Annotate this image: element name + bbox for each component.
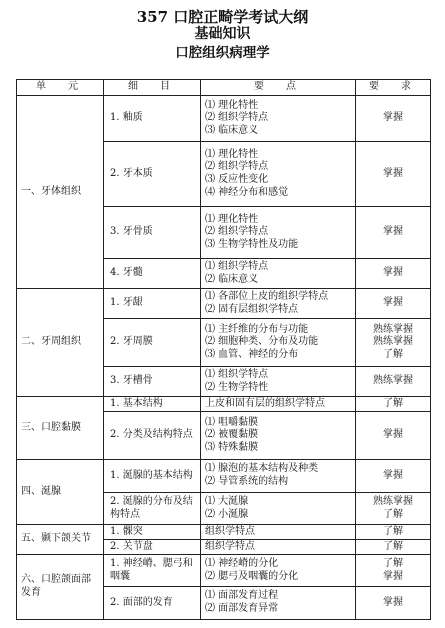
exam-title: 357 口腔正畸学考试大纲 xyxy=(136,8,309,26)
table-row xyxy=(17,460,431,493)
requirement-line: 熟练掌握 xyxy=(373,375,413,387)
requirement-cell xyxy=(356,259,431,289)
point-line: ⑴ 面部发育过程 xyxy=(205,590,279,602)
point-line: ⑶ 反应性变化 xyxy=(205,174,269,185)
title-block xyxy=(0,8,445,62)
item-cell: 1. 基本结构 xyxy=(104,397,201,412)
points-cell xyxy=(201,525,356,540)
requirement-line: 了解 xyxy=(383,508,403,520)
subject-title: 口腔组织病理学 xyxy=(175,45,270,61)
requirement-cell xyxy=(356,412,431,460)
points-cell xyxy=(201,493,356,525)
point-line: ⑶ 临床意义 xyxy=(205,124,259,136)
points-cell xyxy=(201,397,356,412)
point-line: ⑵ 生物学特性 xyxy=(205,381,269,393)
requirement-line: 掌握 xyxy=(383,226,403,238)
point-line: ⑵ 被覆黏膜 xyxy=(205,429,259,441)
point-line: ⑵ 细胞种类、分布及功能 xyxy=(205,336,319,348)
point-line: ⑴ 组织学特点 xyxy=(205,260,269,272)
table-body xyxy=(17,96,431,620)
points-cell xyxy=(201,259,356,289)
point-line: ⑵ 固有层组织学特点 xyxy=(205,303,299,315)
syllabus-table xyxy=(16,79,431,620)
point-line: ⑵ 组织学特点 xyxy=(205,112,269,124)
item-cell: 4. 牙髓 xyxy=(104,259,201,289)
item-cell: 2. 关节盘 xyxy=(104,540,201,555)
unit-cell: 二、牙周组织 xyxy=(17,289,104,397)
requirement-cell xyxy=(356,525,431,540)
requirement-line: 掌握 xyxy=(383,469,403,481)
requirement-cell xyxy=(356,96,431,142)
requirement-line: 熟练掌握 xyxy=(373,495,413,507)
header-points: 要 点 xyxy=(201,80,356,96)
point-line: ⑶ 特殊黏膜 xyxy=(205,441,259,453)
unit-cell: 五、颞下颌关节 xyxy=(17,525,104,555)
table-row xyxy=(17,289,431,319)
item-cell: 3. 牙槽骨 xyxy=(104,367,201,397)
point-line: ⑵ 组织学特点 xyxy=(205,226,269,238)
point-line: ⑴ 各部位上皮的组织学特点 xyxy=(205,290,329,302)
points-cell xyxy=(201,289,356,319)
points-cell xyxy=(201,319,356,367)
requirement-line: 掌握 xyxy=(383,267,403,279)
point-line: ⑴ 理化特性 xyxy=(205,213,259,225)
point-line: ⑵ 小涎腺 xyxy=(205,508,249,520)
item-cell: 1. 涎腺的基本结构 xyxy=(104,460,201,493)
point-line: 上皮和固有层的组织学特点 xyxy=(205,397,325,409)
requirement-cell xyxy=(356,587,431,620)
point-line: 组织学特点 xyxy=(205,525,255,537)
points-cell xyxy=(201,207,356,259)
requirement-line: 了解 xyxy=(383,348,403,360)
point-line: ⑴ 组织学特点 xyxy=(205,368,269,380)
point-line: ⑵ 临床意义 xyxy=(205,273,259,285)
requirement-line: 掌握 xyxy=(383,429,403,441)
item-cell: 2. 分类及结构特点 xyxy=(104,412,201,460)
requirement-line: 熟练掌握 xyxy=(373,336,413,348)
item-cell: 1. 神经嵴、腮弓和咽囊 xyxy=(104,555,201,587)
requirement-line: 掌握 xyxy=(383,297,403,309)
section-title: 基础知识 xyxy=(194,26,251,42)
unit-cell: 三、口腔黏膜 xyxy=(17,397,104,460)
table-row xyxy=(17,96,431,142)
point-line: ⑴ 主纤维的分布与功能 xyxy=(205,323,309,335)
point-line: ⑷ 神经分布和感觉 xyxy=(205,186,289,198)
requirement-cell xyxy=(356,540,431,555)
header-requirement: 要 求 xyxy=(356,80,431,96)
item-cell: 1. 釉质 xyxy=(104,96,201,142)
header-item: 细 目 xyxy=(104,80,201,96)
requirement-cell xyxy=(356,142,431,207)
requirement-line: 掌握 xyxy=(383,570,403,582)
requirement-cell xyxy=(356,493,431,525)
point-line: ⑴ 咀嚼黏膜 xyxy=(205,416,259,428)
item-cell: 2. 涎腺的分布及结构特点 xyxy=(104,493,201,525)
point-line: 组织学特点 xyxy=(205,540,255,552)
point-line: ⑵ 腮弓及咽囊的分化 xyxy=(205,570,299,582)
item-cell: 1. 髁突 xyxy=(104,525,201,540)
unit-cell: 四、涎腺 xyxy=(17,460,104,525)
requirement-cell xyxy=(356,319,431,367)
requirement-line: 熟练掌握 xyxy=(373,323,413,335)
table-row xyxy=(17,525,431,540)
item-cell: 2. 牙周膜 xyxy=(104,319,201,367)
points-cell xyxy=(201,555,356,587)
item-cell: 2. 牙本质 xyxy=(104,142,201,207)
header-unit: 单 元 xyxy=(17,80,104,96)
item-cell: 2. 面部的发育 xyxy=(104,587,201,620)
points-cell xyxy=(201,96,356,142)
requirement-cell xyxy=(356,460,431,493)
point-line: ⑵ 组织学特点 xyxy=(205,161,269,173)
requirement-line: 掌握 xyxy=(383,112,403,124)
point-line: ⑴ 腺泡的基本结构及种类 xyxy=(205,463,319,475)
requirement-line: 了解 xyxy=(383,397,403,409)
points-cell xyxy=(201,367,356,397)
requirement-line: 掌握 xyxy=(383,596,403,608)
requirement-line: 了解 xyxy=(383,540,403,552)
point-line: ⑴ 理化特性 xyxy=(205,148,259,160)
points-cell xyxy=(201,142,356,207)
item-cell: 3. 牙骨质 xyxy=(104,207,201,259)
unit-cell: 六、口腔颌面部发育 xyxy=(17,555,104,620)
requirement-cell xyxy=(356,555,431,587)
requirement-cell xyxy=(356,207,431,259)
requirement-line: 了解 xyxy=(383,525,403,537)
requirement-cell xyxy=(356,367,431,397)
header-row xyxy=(17,80,431,96)
table-row xyxy=(17,397,431,412)
point-line: ⑵ 面部发育异常 xyxy=(205,603,279,614)
point-line: ⑴ 理化特性 xyxy=(205,99,259,111)
point-line: ⑴ 大涎腺 xyxy=(205,495,249,507)
point-line: ⑵ 导管系统的结构 xyxy=(205,476,289,487)
point-line: ⑴ 神经嵴的分化 xyxy=(205,557,279,569)
requirement-line: 了解 xyxy=(383,557,403,569)
points-cell xyxy=(201,460,356,493)
table-row xyxy=(17,555,431,587)
points-cell xyxy=(201,587,356,620)
point-line: ⑶ 血管、神经的分布 xyxy=(205,348,299,360)
points-cell xyxy=(201,540,356,555)
points-cell xyxy=(201,412,356,460)
requirement-line: 掌握 xyxy=(383,167,403,179)
item-cell: 1. 牙龈 xyxy=(104,289,201,319)
unit-cell: 一、牙体组织 xyxy=(17,96,104,289)
requirement-cell xyxy=(356,397,431,412)
requirement-cell xyxy=(356,289,431,319)
point-line: ⑶ 生物学特性及功能 xyxy=(205,238,299,250)
